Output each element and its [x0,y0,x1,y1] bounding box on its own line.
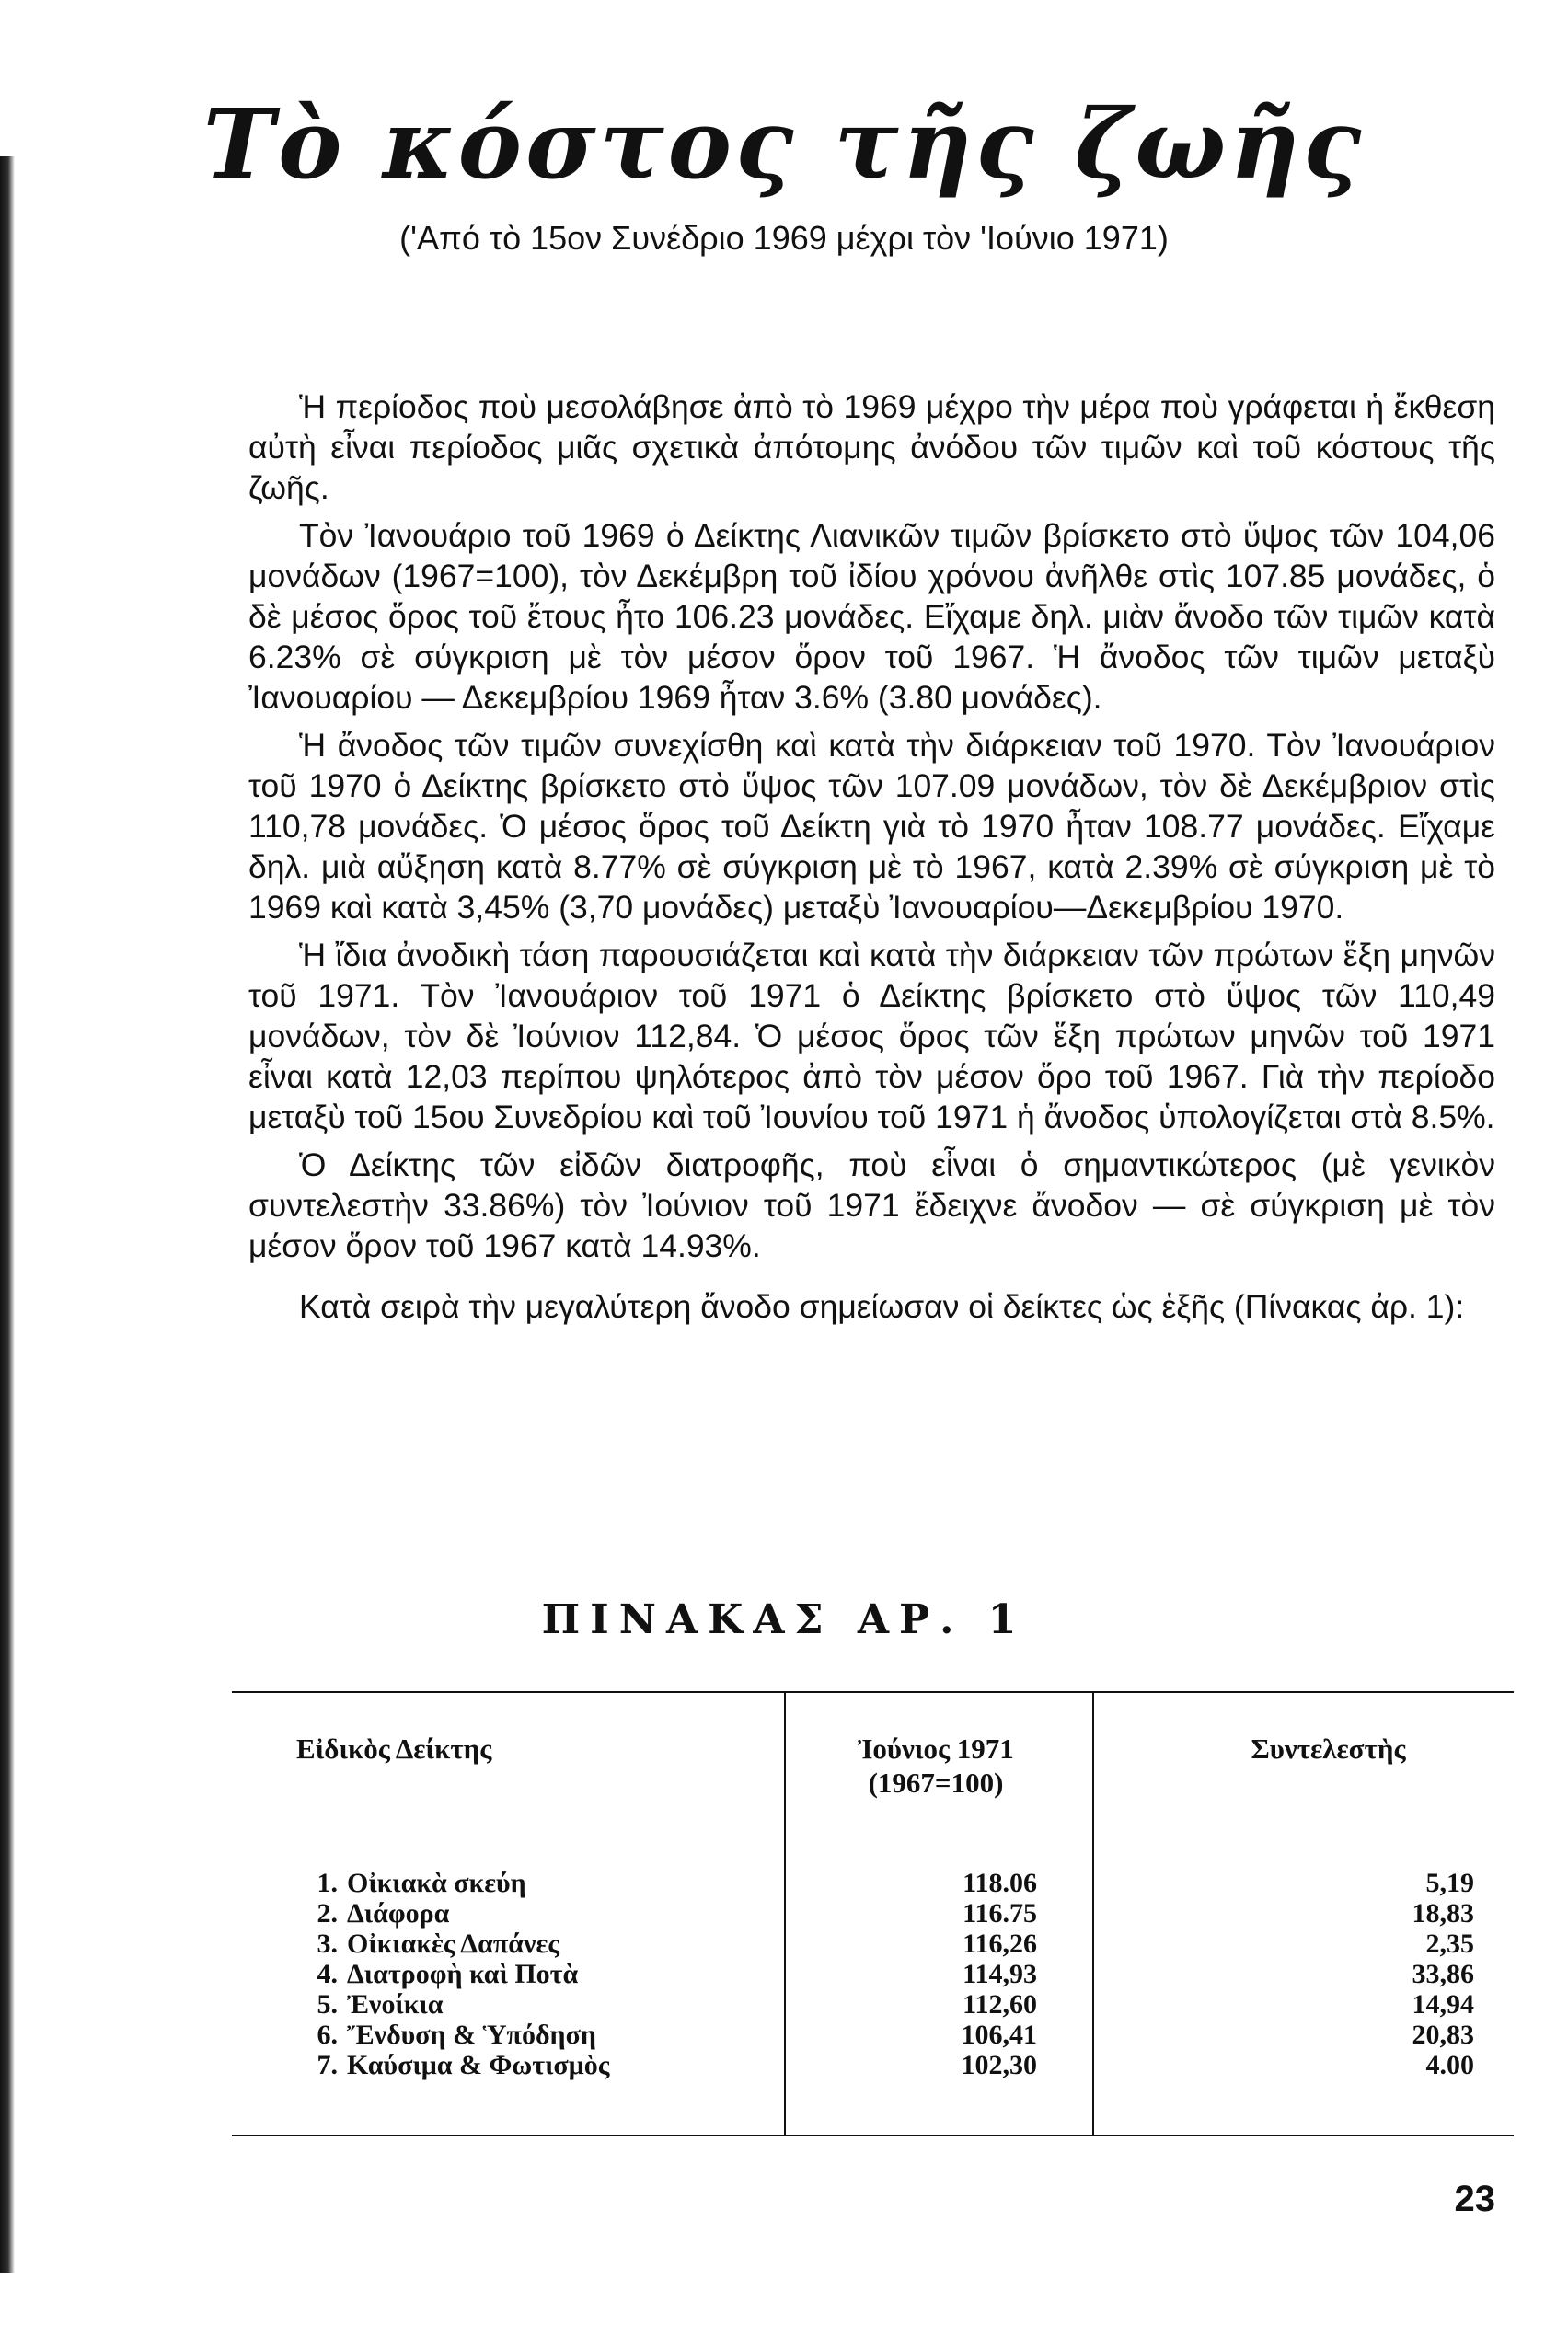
index-table [232,1691,1514,2136]
table-body [232,1868,1514,2080]
header-index-line1: Ἰούνιος 1971 [858,1733,1014,1765]
row-index: 116.75 [963,1898,1037,1929]
row-index: 116,26 [963,1929,1037,1959]
row-name: Οἰκιακὰ σκεύη [347,1868,526,1898]
header-index-line2: (1967=100) [868,1767,1004,1799]
table-row [232,1929,1514,1959]
page-number: 23 [1454,2179,1495,2219]
row-coefficient: 18,83 [1412,1898,1474,1929]
row-name: Ἔνδυση & Ὑπόδηση [347,2020,596,2050]
header-coefficient: Συντελεστὴς [1251,1733,1406,1765]
row-coefficient: 14,94 [1412,1989,1474,2020]
table-row [232,1989,1514,2020]
row-name: Ἐνοίκια [347,1989,444,2020]
row-name: Διατροφὴ καὶ Ποτὰ [347,1959,579,1989]
row-number: 2. [317,1898,338,1929]
header-name: Εἰδικὸς Δείκτης [296,1733,492,1765]
row-coefficient: 5,19 [1425,1868,1474,1898]
row-name: Διάφορα [347,1898,450,1929]
header-index [784,1732,1088,1800]
row-number: 7. [317,2050,338,2080]
row-number: 4. [317,1959,338,1989]
paragraph: Κατὰ σειρὰ τὴν μεγαλύτερη ἄνοδο σημείωσαν οἱ δείκτες ὡς ἑξῆς (Πίνακας ἀρ. 1): [299,1288,1465,1325]
row-number: 1. [317,1868,338,1898]
table-row [232,2050,1514,2080]
table-row [232,1959,1514,1989]
row-index: 102,30 [961,2050,1037,2080]
article-body [248,386,1495,1334]
paragraph: Τὸν Ἰανουάριο τοῦ 1969 ὁ Δείκτης Λιανικῶν τιμῶν βρίσκετο στὸ ὕψος τῶν 104,06 μονάδων (1967=100), τὸν Δεκέμβρη τοῦ ἰδίου χρόνου ἀνῆλθε στὶς 107.85 μονάδες, ὁ δὲ μέσος ὅρος τοῦ ἔτους ἦτο 106.23 μονάδες. Εἴχαμε δηλ. μιὰν ἄνοδο τῶν τιμῶν κατὰ 6.23% σὲ σύγκριση μὲ τὸν μέσον ὅρον τοῦ 1967. Ἡ ἄνοδος τῶν τιμῶν μεταξὺ Ἰανουαρίου — Δεκεμβρίου 1969 ἦταν 3.6% (3.80 μονάδες). [248,517,1495,716]
table-row [232,2020,1514,2050]
paragraph: Ἡ περίοδος ποὺ μεσολάβησε ἀπὸ τὸ 1969 μέχρο τὴν μέρα ποὺ γράφεται ἡ ἔκθεση αὐτὴ εἶναι περίοδος μιᾶς σχετικὰ ἀπότομης ἀνόδου τῶν τιμῶν καὶ τοῦ κόστους τῆς ζωῆς. [248,388,1495,506]
row-index: 112,60 [963,1989,1037,2020]
row-number: 6. [317,2020,338,2050]
page-title: Τὸ κόστος τῆς ζωῆς [202,87,1366,201]
row-number: 3. [317,1929,338,1959]
row-coefficient: 20,83 [1412,2020,1474,2050]
row-coefficient: 4.00 [1425,2050,1474,2080]
paragraph: Ἡ ἴδια ἀνοδικὴ τάση παρουσιάζεται καὶ κατὰ τὴν διάρκειαν τῶν πρώτων ἕξη μηνῶν τοῦ 1971. Τὸν Ἰανουάριον τοῦ 1971 ὁ Δείκτης βρίσκετο στὸ ὕψος τῶν 110,49 μονάδων, τὸν δὲ Ἰούνιον 112,84. Ὁ μέσος ὅρος τῶν ἕξη πρώτων μηνῶν τοῦ 1971 εἶναι κατὰ 12,03 περίπου ψηλότερος ἀπὸ τὸν μέσον ὅρο τοῦ 1967. Γιὰ τὴν περίοδο μεταξὺ τοῦ 15ου Συνεδρίου καὶ τοῦ Ἰουνίου τοῦ 1971 ἡ ἄνοδος ὑπολογίζεται στὰ 8.5%. [248,937,1495,1135]
paragraph: Ὁ Δείκτης τῶν εἰδῶν διατροφῆς, ποὺ εἶναι ὁ σημαντικώτερος (μὲ γενικὸν συντελεστὴν 33.86%) τὸν Ἰούνιον τοῦ 1971 ἔδειχνε ἄνοδον — σὲ σύγκριση μὲ τὸν μέσον ὅρον τοῦ 1967 κατὰ 14.93%. [248,1146,1495,1264]
row-index: 106,41 [961,2020,1037,2050]
table-row [232,1868,1514,1898]
row-index: 114,93 [963,1959,1037,1989]
row-index: 118.06 [963,1868,1037,1898]
row-name: Οἰκιακὲς Δαπάνες [347,1929,559,1959]
table-row [232,1898,1514,1929]
row-coefficient: 33,86 [1412,1959,1474,1989]
paragraph: Ἡ ἄνοδος τῶν τιμῶν συνεχίσθη καὶ κατὰ τὴν διάρκειαν τοῦ 1970. Τὸν Ἰανουάριον τοῦ 1970 ὁ Δείκτης βρίσκετο στὸ ὕψος τῶν 107.09 μονάδων, τὸν δὲ Δεκέμβριον στὶς 110,78 μονάδες. Ὁ μέσος ὅρος τοῦ Δείκτη γιὰ τὸ 1970 ἦταν 108.77 μονάδες. Εἴχαμε δηλ. μιὰ αὔξηση κατὰ 8.77% σὲ σύγκριση μὲ τὸ 1967, κατὰ 2.39% σὲ σύγκριση μὲ τὸ 1969 καὶ κατὰ 3,45% (3,70 μονάδες) μεταξὺ Ἰανουαρίου—Δεκεμβρίου 1970. [248,727,1495,926]
row-coefficient: 2,35 [1425,1929,1474,1959]
page-edge-shadow [0,156,15,2273]
row-name: Καύσιμα & Φωτισμὸς [347,2050,610,2080]
page-subtitle: ('Από τὸ 15ον Συνέδριο 1969 μέχρι τὸν 'Ιούνιο 1971) [399,219,1169,257]
row-number: 5. [317,1989,338,2020]
table-title: ΠΙΝΑΚΑΣ ΑΡ. 1 [541,1596,1027,1643]
